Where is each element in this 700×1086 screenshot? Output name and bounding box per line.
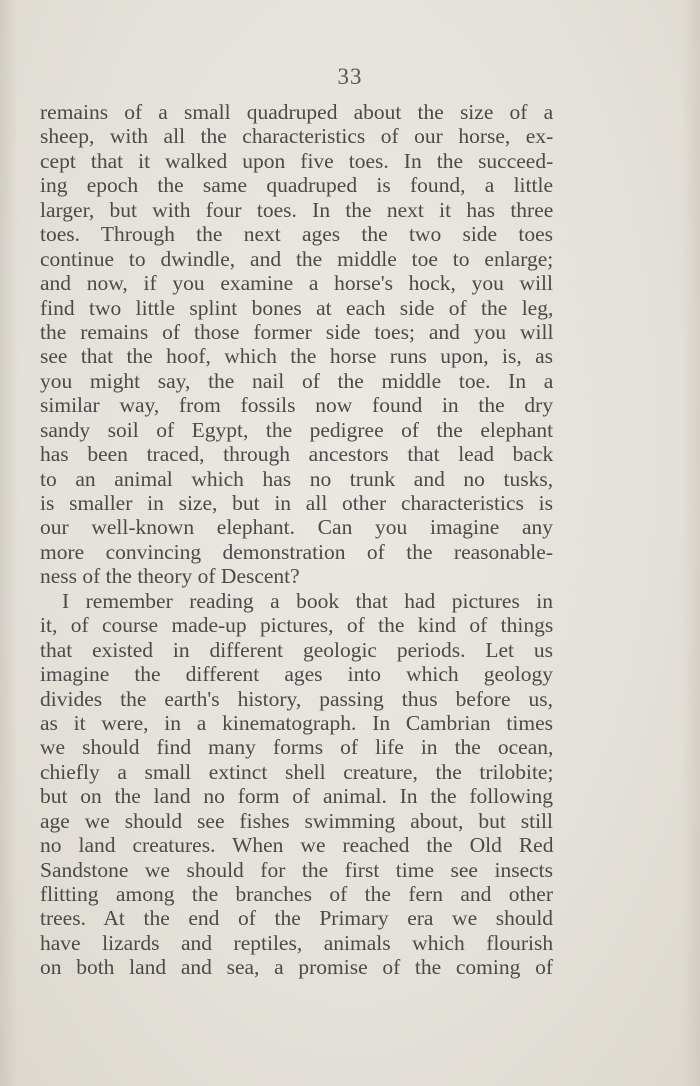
text-line: imagine the different ages into which geology: [40, 662, 553, 687]
body-text: [40, 100, 553, 980]
text-line: we should find many forms of life in the ocean,: [40, 735, 554, 760]
text-line: chiefly a small extinct shell creature, the trilobite;: [40, 759, 554, 784]
text-line: it, of course made-up pictures, of the kind of things: [40, 613, 554, 638]
text-line: more convincing demonstration of the reasonable-: [40, 539, 553, 564]
text-line: have lizards and reptiles, animals which flourish: [40, 930, 554, 955]
text-line: sheep, with all the characteristics of our horse, ex-: [40, 124, 554, 149]
text-line: flitting among the branches of the fern and other: [40, 882, 553, 906]
text-line: ness of the theory of Descent?: [40, 564, 300, 589]
text-line: continue to dwindle, and the middle toe to enlarge;: [40, 246, 554, 271]
text-line: sandy soil of Egypt, the pedigree of the elephant: [40, 417, 554, 442]
text-line: age we should see fishes swimming about, but still: [40, 808, 553, 833]
text-line: to an animal which has no trunk and no tusks,: [40, 466, 554, 491]
text-line: and now, if you examine a horse's hock, you will: [40, 271, 553, 296]
text-line: divides the earth's history, passing thus before us,: [40, 686, 553, 711]
text-line: similar way, from fossils now found in the dry: [40, 393, 554, 418]
text-line: see that the hoof, which the horse runs upon, is, as: [40, 344, 553, 369]
text-line: find two little splint bones at each side of the leg,: [40, 295, 554, 320]
text-line: on both land and sea, a promise of the coming of: [40, 955, 553, 980]
text-line: you might say, the nail of the middle toe. In a: [40, 368, 554, 393]
text-line: I remember reading a book that had pictures in: [62, 588, 553, 613]
text-line: no land creatures. When we reached the Old Red: [40, 833, 554, 858]
page-edge-shadow-left: [0, 0, 18, 1086]
page-edge-shadow-right: [682, 0, 700, 1086]
text-line: the remains of those former side toes; and you will: [40, 319, 554, 344]
text-line: that existed in different geologic periods. Let us: [40, 637, 553, 662]
text-line: our well-known elephant. Can you imagine any: [40, 515, 553, 540]
text-line: is smaller in size, but in all other characteristics is: [40, 491, 553, 515]
page-number: 33: [337, 64, 363, 89]
text-line: cept that it walked upon five toes. In the succeed-: [40, 148, 554, 173]
text-line: larger, but with four toes. In the next it has three: [40, 197, 554, 222]
text-line: remains of a small quadruped about the size of a: [40, 100, 554, 124]
text-line: ing epoch the same quadruped is found, a little: [40, 173, 553, 198]
text-line: as it were, in a kinematograph. In Cambrian times: [40, 710, 553, 735]
text-line: but on the land no form of animal. In the following: [40, 784, 553, 809]
text-line: has been traced, through ancestors that lead back: [40, 442, 554, 467]
text-line: Sandstone we should for the first time see insects: [40, 857, 553, 882]
text-line: toes. Through the next ages the two side toes: [40, 222, 553, 247]
text-line: trees. At the end of the Primary era we should: [40, 906, 554, 931]
